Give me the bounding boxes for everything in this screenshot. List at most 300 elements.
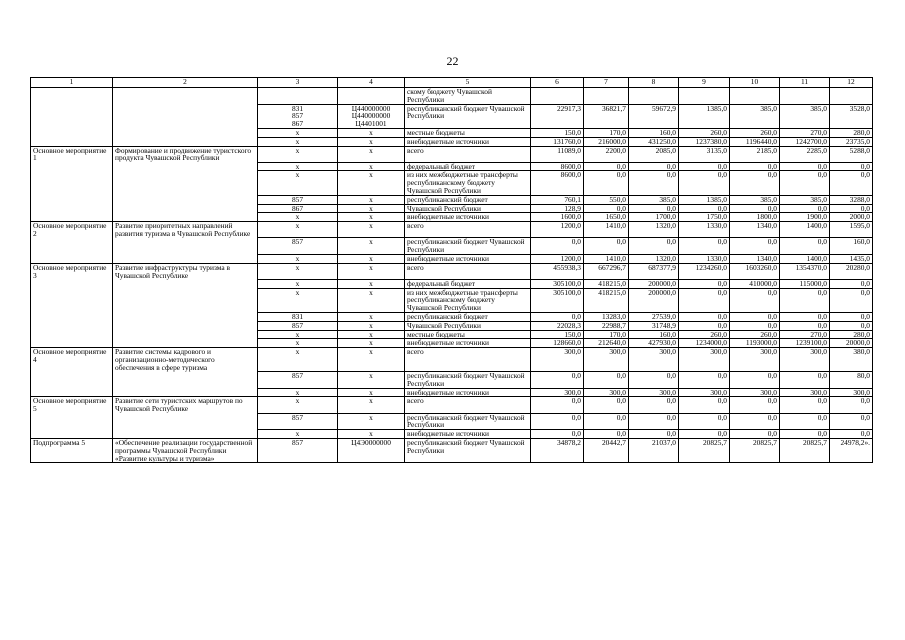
value-cell: 260,0: [679, 330, 730, 339]
value-cell: 160,0: [629, 330, 679, 339]
description-cell: [113, 162, 258, 171]
column-header: 3: [258, 78, 338, 88]
value-cell: 300,0: [730, 388, 780, 397]
table-row: [31, 195, 873, 204]
target-code-cell: x: [338, 162, 405, 171]
value-cell: 410000,0: [730, 279, 780, 288]
funding-source-cell: республиканский бюджет Чувашской Республики: [405, 438, 531, 462]
grbs-code-cell: 857: [258, 238, 338, 255]
value-cell: 1435,0: [830, 254, 873, 263]
value-cell: 31748,9: [629, 321, 679, 330]
target-code-cell: x: [338, 263, 405, 279]
value-cell: 260,0: [730, 128, 780, 137]
value-cell: 0,0: [730, 288, 780, 312]
column-header: 7: [584, 78, 629, 88]
value-cell: 2000,0: [830, 213, 873, 222]
value-cell: 150,0: [531, 330, 584, 339]
value-cell: 300,0: [679, 348, 730, 372]
description-cell: [113, 313, 258, 322]
value-cell: 455938,3: [531, 263, 584, 279]
value-cell: 0,0: [730, 238, 780, 255]
table-row: [31, 88, 873, 105]
table-row: [31, 438, 873, 462]
value-cell: 0,0: [584, 238, 629, 255]
value-cell: 0,0: [780, 313, 830, 322]
funding-source-cell: внебюджетные источники: [405, 430, 531, 439]
value-cell: 0,0: [629, 372, 679, 389]
value-cell: 0,0: [730, 372, 780, 389]
value-cell: [629, 88, 679, 105]
value-cell: 0,0: [679, 238, 730, 255]
value-cell: 1400,0: [780, 222, 830, 238]
target-code-cell: x: [338, 254, 405, 263]
funding-source-cell: из них межбюджетные трансферты республиканскому бюджету Чувашской Республики: [405, 288, 531, 312]
value-cell: 0,0: [679, 204, 730, 213]
program-cell: [31, 238, 113, 255]
value-cell: 200000,0: [629, 288, 679, 312]
value-cell: 160,0: [830, 238, 873, 255]
value-cell: 0,0: [584, 430, 629, 439]
value-cell: 20442,7: [584, 438, 629, 462]
funding-source-cell: скому бюджету Чувашской Республики: [405, 88, 531, 105]
value-cell: 1242700,0: [780, 137, 830, 146]
table-body: [31, 88, 873, 463]
value-cell: 170,0: [584, 128, 629, 137]
value-cell: 0,0: [730, 171, 780, 195]
value-cell: 0,0: [780, 413, 830, 430]
description-cell: [113, 171, 258, 195]
funding-source-cell: местные бюджеты: [405, 128, 531, 137]
description-cell: Развитие инфраструктуры туризма в Чувашской Республике: [113, 263, 258, 279]
column-header: 6: [531, 78, 584, 88]
value-cell: 1385,0: [679, 195, 730, 204]
funding-source-cell: внебюджетные источники: [405, 254, 531, 263]
value-cell: 0,0: [830, 313, 873, 322]
target-code-cell: Ц4Э0000000: [338, 438, 405, 462]
grbs-code-cell: x: [258, 263, 338, 279]
program-cell: [31, 171, 113, 195]
value-cell: 305100,0: [531, 288, 584, 312]
value-cell: 216000,0: [584, 137, 629, 146]
program-cell: [31, 330, 113, 339]
grbs-code-cell: x: [258, 397, 338, 413]
value-cell: 0,0: [531, 313, 584, 322]
description-cell: [113, 128, 258, 137]
value-cell: 0,0: [679, 372, 730, 389]
table-row: [31, 238, 873, 255]
table-row: [31, 397, 873, 413]
value-cell: 0,0: [679, 313, 730, 322]
value-cell: 0,0: [730, 162, 780, 171]
description-cell: [113, 321, 258, 330]
value-cell: 0,0: [679, 288, 730, 312]
program-cell: Основное мероприятие 3: [31, 263, 113, 279]
value-cell: 0,0: [629, 238, 679, 255]
description-cell: [113, 137, 258, 146]
grbs-code-cell: 857: [258, 413, 338, 430]
value-cell: 34878,2: [531, 438, 584, 462]
table-row: [31, 128, 873, 137]
value-cell: 170,0: [584, 330, 629, 339]
table-row: [31, 313, 873, 322]
value-cell: 0,0: [730, 321, 780, 330]
value-cell: 270,0: [780, 330, 830, 339]
value-cell: 0,0: [679, 321, 730, 330]
grbs-code-cell: x: [258, 288, 338, 312]
value-cell: 385,0: [780, 104, 830, 128]
grbs-code-cell: 857: [258, 195, 338, 204]
value-cell: 3528,0: [830, 104, 873, 128]
target-code-cell: x: [338, 238, 405, 255]
value-cell: 0,0: [531, 372, 584, 389]
funding-source-cell: всего: [405, 146, 531, 162]
table-row: [31, 321, 873, 330]
value-cell: 36821,7: [584, 104, 629, 128]
value-cell: 3135,0: [679, 146, 730, 162]
value-cell: 0,0: [830, 204, 873, 213]
value-cell: 131760,0: [531, 137, 584, 146]
program-cell: [31, 313, 113, 322]
value-cell: 270,0: [780, 128, 830, 137]
value-cell: 0,0: [531, 413, 584, 430]
program-cell: [31, 288, 113, 312]
value-cell: 1800,0: [730, 213, 780, 222]
value-cell: 23735,0: [830, 137, 873, 146]
description-cell: [113, 204, 258, 213]
program-cell: [31, 254, 113, 263]
column-header: 9: [679, 78, 730, 88]
description-cell: [113, 279, 258, 288]
grbs-code-cell: x: [258, 339, 338, 348]
grbs-code-cell: x: [258, 146, 338, 162]
value-cell: 0,0: [584, 171, 629, 195]
value-cell: 1340,0: [730, 254, 780, 263]
value-cell: 0,0: [830, 321, 873, 330]
value-cell: 1320,0: [629, 254, 679, 263]
target-code-cell: x: [338, 146, 405, 162]
value-cell: 128660,0: [531, 339, 584, 348]
value-cell: 0,0: [629, 397, 679, 413]
value-cell: 1196440,0: [730, 137, 780, 146]
value-cell: 1320,0: [629, 222, 679, 238]
value-cell: 2085,0: [629, 146, 679, 162]
value-cell: 667296,7: [584, 263, 629, 279]
value-cell: 305100,0: [531, 279, 584, 288]
column-header: 1: [31, 78, 113, 88]
value-cell: 0,0: [780, 397, 830, 413]
value-cell: 1193000,0: [730, 339, 780, 348]
grbs-code-cell: [258, 88, 338, 105]
target-code-cell: x: [338, 128, 405, 137]
value-cell: 0,0: [780, 204, 830, 213]
funding-source-cell: местные бюджеты: [405, 330, 531, 339]
target-code-cell: x: [338, 388, 405, 397]
target-code-cell: x: [338, 171, 405, 195]
value-cell: 0,0: [679, 171, 730, 195]
value-cell: 2200,0: [584, 146, 629, 162]
value-cell: 27539,0: [629, 313, 679, 322]
table-row: [31, 263, 873, 279]
column-header: 8: [629, 78, 679, 88]
table-row: [31, 146, 873, 162]
value-cell: 1340,0: [730, 222, 780, 238]
column-number-row: [31, 78, 873, 88]
funding-source-cell: федеральный бюджет: [405, 162, 531, 171]
description-cell: [113, 413, 258, 430]
value-cell: 0,0: [780, 372, 830, 389]
value-cell: 22028,3: [531, 321, 584, 330]
target-code-cell: x: [338, 204, 405, 213]
value-cell: 1650,0: [584, 213, 629, 222]
program-cell: [31, 104, 113, 128]
funding-source-cell: республиканский бюджет Чувашской Республики: [405, 238, 531, 255]
target-code-cell: x: [338, 413, 405, 430]
value-cell: 0,0: [629, 413, 679, 430]
description-cell: Развитие системы кадрового и организационно-методического обеспечения в сфере туризма: [113, 348, 258, 372]
value-cell: 24978,2».: [830, 438, 873, 462]
value-cell: 300,0: [584, 388, 629, 397]
value-cell: 160,0: [629, 128, 679, 137]
value-cell: 427930,0: [629, 339, 679, 348]
value-cell: 385,0: [730, 195, 780, 204]
value-cell: 1750,0: [679, 213, 730, 222]
value-cell: 128,9: [531, 204, 584, 213]
value-cell: 0,0: [679, 413, 730, 430]
value-cell: 115000,0: [780, 279, 830, 288]
column-header: 5: [405, 78, 531, 88]
grbs-code-cell: 831: [258, 313, 338, 322]
description-cell: [113, 288, 258, 312]
value-cell: 8600,0: [531, 162, 584, 171]
column-header: 10: [730, 78, 780, 88]
program-cell: [31, 128, 113, 137]
value-cell: 0,0: [730, 397, 780, 413]
value-cell: 0,0: [830, 430, 873, 439]
value-cell: 300,0: [780, 348, 830, 372]
value-cell: 1900,0: [780, 213, 830, 222]
value-cell: 0,0: [830, 171, 873, 195]
value-cell: 300,0: [780, 388, 830, 397]
value-cell: 431250,0: [629, 137, 679, 146]
value-cell: 0,0: [730, 413, 780, 430]
value-cell: 1330,0: [679, 254, 730, 263]
value-cell: 0,0: [830, 279, 873, 288]
value-cell: 385,0: [780, 195, 830, 204]
value-cell: 20825,7: [780, 438, 830, 462]
value-cell: 300,0: [629, 348, 679, 372]
table-row: [31, 413, 873, 430]
table-row: [31, 348, 873, 372]
value-cell: 200000,0: [629, 279, 679, 288]
funding-source-cell: республиканский бюджет: [405, 195, 531, 204]
value-cell: 0,0: [679, 430, 730, 439]
grbs-code-cell: 831 857 867: [258, 104, 338, 128]
grbs-code-cell: x: [258, 348, 338, 372]
value-cell: 20825,7: [679, 438, 730, 462]
value-cell: 20000,0: [830, 339, 873, 348]
program-cell: [31, 137, 113, 146]
funding-source-cell: республиканский бюджет Чувашской Республики: [405, 104, 531, 128]
description-cell: [113, 88, 258, 105]
target-code-cell: x: [338, 279, 405, 288]
table-row: [31, 279, 873, 288]
program-cell: [31, 321, 113, 330]
value-cell: 0,0: [584, 397, 629, 413]
funding-source-cell: Чувашской Республики: [405, 321, 531, 330]
value-cell: 1600,0: [531, 213, 584, 222]
grbs-code-cell: 857: [258, 372, 338, 389]
program-cell: Основное мероприятие 1: [31, 146, 113, 162]
value-cell: 0,0: [531, 238, 584, 255]
program-cell: [31, 204, 113, 213]
target-code-cell: x: [338, 330, 405, 339]
value-cell: 1603260,0: [730, 263, 780, 279]
value-cell: 260,0: [679, 128, 730, 137]
value-cell: 0,0: [830, 397, 873, 413]
target-code-cell: x: [338, 430, 405, 439]
value-cell: 0,0: [679, 162, 730, 171]
grbs-code-cell: x: [258, 279, 338, 288]
value-cell: 0,0: [730, 313, 780, 322]
value-cell: 1385,0: [679, 104, 730, 128]
funding-source-cell: Чувашской Республики: [405, 204, 531, 213]
description-cell: [113, 238, 258, 255]
column-header: 4: [338, 78, 405, 88]
value-cell: 13283,0: [584, 313, 629, 322]
value-cell: 1234260,0: [679, 263, 730, 279]
value-cell: 0,0: [780, 171, 830, 195]
description-cell: «Обеспечение реализации государственной программы Чувашской Республики «Развитие культуры и туризма»: [113, 438, 258, 462]
target-code-cell: x: [338, 321, 405, 330]
funding-source-cell: республиканский бюджет Чувашской Республики: [405, 413, 531, 430]
value-cell: 0,0: [679, 397, 730, 413]
value-cell: [531, 88, 584, 105]
value-cell: 418215,0: [584, 279, 629, 288]
page-number: 22: [446, 54, 459, 68]
grbs-code-cell: 857: [258, 438, 338, 462]
value-cell: 0,0: [584, 204, 629, 213]
value-cell: 0,0: [629, 171, 679, 195]
grbs-code-cell: 857: [258, 321, 338, 330]
value-cell: 385,0: [730, 104, 780, 128]
grbs-code-cell: x: [258, 128, 338, 137]
value-cell: 760,1: [531, 195, 584, 204]
value-cell: 5288,0: [830, 146, 873, 162]
funding-source-cell: внебюджетные источники: [405, 137, 531, 146]
value-cell: 687377,9: [629, 263, 679, 279]
value-cell: 1237380,0: [679, 137, 730, 146]
target-code-cell: x: [338, 195, 405, 204]
grbs-code-cell: x: [258, 222, 338, 238]
value-cell: 1595,0: [830, 222, 873, 238]
table-row: [31, 288, 873, 312]
program-cell: [31, 88, 113, 105]
column-header: 11: [780, 78, 830, 88]
value-cell: 11089,0: [531, 146, 584, 162]
funding-source-cell: всего: [405, 397, 531, 413]
target-code-cell: x: [338, 213, 405, 222]
target-code-cell: x: [338, 288, 405, 312]
value-cell: 0,0: [830, 162, 873, 171]
value-cell: 1354370,0: [780, 263, 830, 279]
value-cell: 300,0: [531, 348, 584, 372]
value-cell: 300,0: [679, 388, 730, 397]
program-cell: [31, 279, 113, 288]
target-code-cell: Ц440000000 Ц440000000 Ц4401001: [338, 104, 405, 128]
grbs-code-cell: 867: [258, 204, 338, 213]
value-cell: 0,0: [679, 279, 730, 288]
value-cell: 59672,9: [629, 104, 679, 128]
description-cell: [113, 372, 258, 389]
target-code-cell: x: [338, 137, 405, 146]
value-cell: 0,0: [780, 430, 830, 439]
description-cell: [113, 104, 258, 128]
value-cell: 1400,0: [780, 254, 830, 263]
grbs-code-cell: x: [258, 430, 338, 439]
program-cell: Основное мероприятие 5: [31, 397, 113, 413]
value-cell: [584, 88, 629, 105]
value-cell: 0,0: [780, 162, 830, 171]
value-cell: 1410,0: [584, 222, 629, 238]
value-cell: 212640,0: [584, 339, 629, 348]
program-cell: [31, 413, 113, 430]
value-cell: 300,0: [629, 388, 679, 397]
value-cell: 385,0: [629, 195, 679, 204]
table-row: [31, 104, 873, 128]
value-cell: 20280,0: [830, 263, 873, 279]
funding-source-cell: всего: [405, 222, 531, 238]
description-cell: Развитие сети туристских маршрутов по Чувашской Республике: [113, 397, 258, 413]
column-header: 12: [830, 78, 873, 88]
program-cell: Основное мероприятие 4: [31, 348, 113, 372]
value-cell: [830, 88, 873, 105]
program-cell: Основное мероприятие 2: [31, 222, 113, 238]
value-cell: 22988,7: [584, 321, 629, 330]
table-row: [31, 372, 873, 389]
description-cell: Формирование и продвижение туристского продукта Чувашской Республики: [113, 146, 258, 162]
value-cell: 1200,0: [531, 222, 584, 238]
value-cell: 1330,0: [679, 222, 730, 238]
value-cell: 280,0: [830, 128, 873, 137]
value-cell: 0,0: [629, 162, 679, 171]
value-cell: 1234000,0: [679, 339, 730, 348]
value-cell: 20825,7: [730, 438, 780, 462]
funding-source-cell: всего: [405, 348, 531, 372]
value-cell: 0,0: [780, 288, 830, 312]
grbs-code-cell: x: [258, 137, 338, 146]
value-cell: 1700,0: [629, 213, 679, 222]
target-code-cell: x: [338, 397, 405, 413]
value-cell: 0,0: [629, 430, 679, 439]
value-cell: [679, 88, 730, 105]
funding-source-cell: внебюджетные источники: [405, 388, 531, 397]
value-cell: 1239100,0: [780, 339, 830, 348]
funding-source-cell: из них межбюджетные трансферты республиканскому бюджету Чувашской Республики: [405, 171, 531, 195]
value-cell: 3288,0: [830, 195, 873, 204]
funding-source-cell: внебюджетные источники: [405, 339, 531, 348]
grbs-code-cell: x: [258, 213, 338, 222]
value-cell: 0,0: [830, 288, 873, 312]
funding-source-cell: всего: [405, 263, 531, 279]
table-row: [31, 222, 873, 238]
value-cell: 300,0: [730, 348, 780, 372]
description-cell: [113, 330, 258, 339]
value-cell: [780, 88, 830, 105]
grbs-code-cell: x: [258, 171, 338, 195]
value-cell: 300,0: [584, 348, 629, 372]
value-cell: 418215,0: [584, 288, 629, 312]
value-cell: 550,0: [584, 195, 629, 204]
